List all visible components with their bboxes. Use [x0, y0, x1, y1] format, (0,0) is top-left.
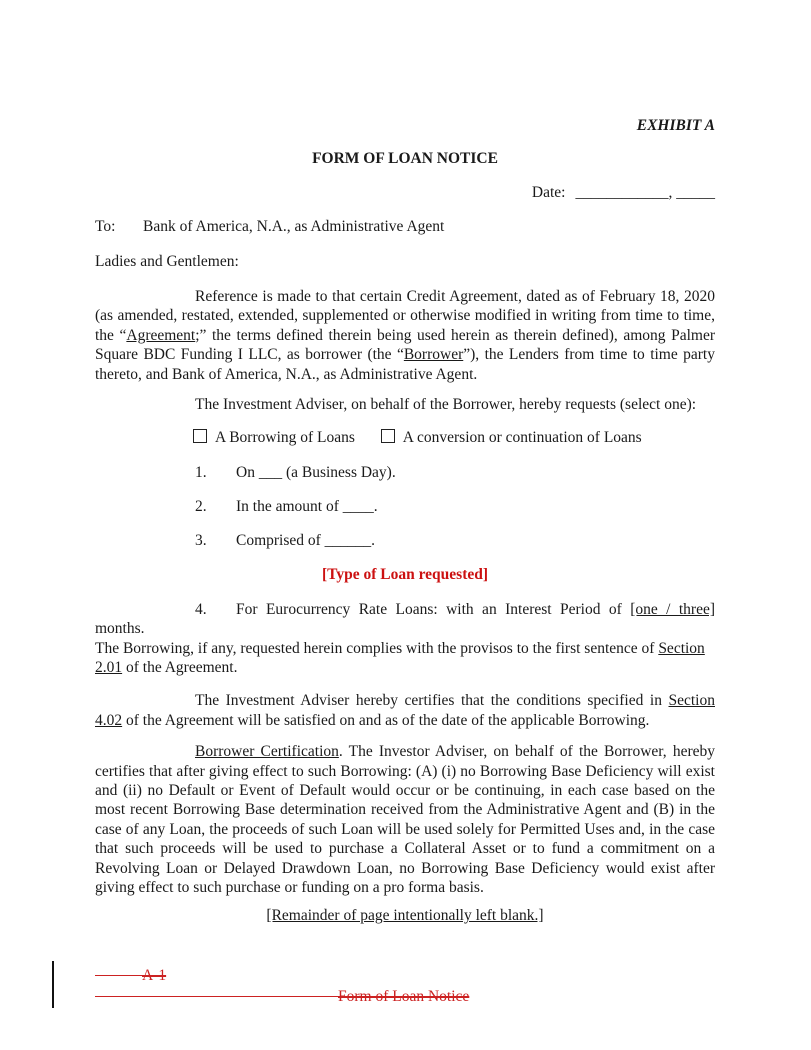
defined-term-borrower: Borrower: [403, 346, 464, 364]
date-line: [95, 183, 715, 202]
defined-term-agreement: Agreement: [126, 326, 196, 344]
proviso-text-2: of the Agreement.: [122, 658, 238, 676]
date-blank-year: _____: [676, 183, 715, 201]
item-4-number: 4.: [195, 600, 207, 618]
numbered-item-4: [95, 600, 715, 639]
certification-text-2: of the Agreement will be satisfied on and as of the date of the applicable Borrowing.: [122, 711, 650, 729]
item-1-number: 1.: [195, 463, 207, 481]
borrower-certification-text: . The Investor Adviser, on behalf of the Borrower, hereby certifies that after giving effect to such Borrowing: (A) (i) no Borrowing Base Deficiency will exist and (ii) no Default or Event of Default would occur or be continuing, in each case based on the most recent Borrowing Base determination received from the Administrative Agent and (B) in the case of any Loan, the proceeds of such Loan will be used solely for Permitted Uses and, in the case that such proceeds will be used to purchase a Collateral Asset or to fund a commitment on a Revolving Loan or Delayed Drawdown Loan, no Borrowing Base Deficiency would exist after giving effect to such purchase or funding on a pro forma basis.: [95, 743, 715, 896]
checkbox-borrowing-icon[interactable]: [193, 429, 207, 443]
exhibit-label: EXHIBIT A: [636, 117, 715, 134]
document-title: FORM OF LOAN NOTICE: [312, 150, 498, 168]
intro-text-2: ;” the terms defined therein being used herein as therein defined), among Palmer Square BDC Funding I LLC, as borrower (the “: [95, 326, 715, 364]
loan-type-options: [95, 428, 715, 447]
option-conversion-label: A conversion or continuation of Loans: [402, 429, 642, 447]
numbered-item-2: [95, 497, 715, 516]
intro-paragraph: [95, 287, 715, 384]
item-2-number: 2.: [195, 497, 207, 515]
date-separator: ,: [668, 183, 673, 201]
proviso-paragraph: [95, 639, 715, 678]
item-4-text-2: months.: [95, 620, 145, 638]
borrower-certification-paragraph: [95, 742, 715, 897]
date-label: Date:: [531, 183, 566, 201]
item-2-text: In the amount of ____.: [236, 497, 378, 515]
page-number-strikethrough: A-1: [142, 967, 167, 984]
footer-page-number-row: [95, 966, 166, 985]
intro-text-1: Reference is made to that certain Credit Agreement, dated as of February 18, 2020 (as amended, restated, extended, supplemented or otherwise modified in writing from time to time, the “: [95, 288, 715, 344]
certification-text-1: The Investment Adviser hereby certifies that the conditions specified in: [195, 692, 669, 710]
to-value: Bank of America, N.A., as Administrative Agent: [143, 218, 445, 236]
proviso-text-1: The Borrowing, if any, requested herein complies with the provisos to the first sentence of: [95, 639, 659, 657]
item-3-text: Comprised of ______.: [236, 531, 376, 549]
type-of-loan-heading: [Type of Loan requested]: [321, 566, 489, 584]
margin-change-bar: [52, 961, 54, 1008]
numbered-item-1: [95, 463, 715, 482]
to-line: [95, 217, 715, 236]
strike-leader-line: [95, 975, 142, 976]
strike-leader-line-long: [95, 996, 338, 997]
item-1-text: On ___ (a Business Day).: [236, 463, 396, 481]
date-blank-month-day: ____________: [575, 183, 669, 201]
checkbox-conversion-icon[interactable]: [381, 429, 395, 443]
option-conversion[interactable]: [381, 428, 642, 447]
numbered-item-3: [95, 531, 715, 550]
section-4-02-reference: Section 4.02: [95, 692, 715, 729]
item-4-text-1: For Eurocurrency Rate Loans: with an Interest Period of: [236, 600, 631, 618]
doc-label-strikethrough: Form of Loan Notice: [338, 988, 470, 1005]
to-label: To:: [95, 218, 116, 236]
option-borrowing-label: A Borrowing of Loans: [215, 429, 355, 447]
interest-period-options: [one / three]: [630, 600, 715, 618]
request-line: The Investment Adviser, on behalf of the Borrower, hereby requests (select one):: [195, 396, 697, 414]
remainder-notice: [Remainder of page intentionally left blank.]: [266, 907, 544, 925]
footer-doc-label-row: [95, 987, 469, 1006]
intro-text-3: ”), the Lenders from time to time party thereto, and Bank of America, N.A., as Administrative Agent.: [95, 346, 715, 383]
borrower-certification-heading: Borrower Certification: [195, 743, 339, 761]
salutation: Ladies and Gentlemen:: [95, 252, 239, 270]
item-3-number: 3.: [195, 531, 207, 549]
section-2-01-reference: Section 2.01: [95, 639, 705, 676]
certification-paragraph: [95, 691, 715, 730]
option-borrowing[interactable]: [193, 428, 355, 447]
